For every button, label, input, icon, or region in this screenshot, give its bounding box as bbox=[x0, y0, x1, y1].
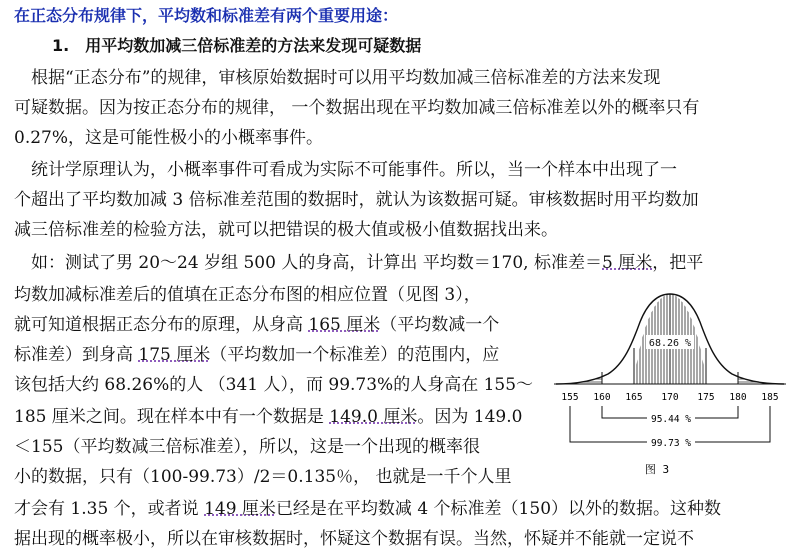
example-line: 小的数据，只有（100-99.73）/2＝0.135％， 也就是一千个人里 bbox=[14, 467, 512, 487]
example-line bbox=[14, 497, 721, 521]
paragraph-line: 个超出了平均数加减 3 倍标准差范围的数据时，就认为该数据可疑。审核数据时用平均数加 bbox=[14, 190, 699, 210]
right-mid-region bbox=[706, 358, 738, 384]
left-mid-region bbox=[602, 358, 634, 384]
sub-heading: 1. 用平均数加减三倍标准差的方法来发现可疑数据 bbox=[52, 36, 422, 55]
figure-caption: 图 3 bbox=[644, 463, 670, 476]
tick-label: 180 bbox=[729, 392, 747, 403]
tick-label: 160 bbox=[593, 392, 611, 403]
paragraph-line: 0.27%，这是可能性极小的小概率事件。 bbox=[14, 128, 324, 148]
center-label: 68.26 % bbox=[648, 338, 692, 349]
tick-label: 155 bbox=[561, 392, 579, 403]
example-text: 已经是在平均数减 4 个标准差（150）以外的数据。这种数 bbox=[275, 499, 722, 519]
normal-curve-diagram bbox=[552, 288, 788, 488]
underlined-value: 175 厘米 bbox=[138, 345, 211, 365]
paragraph-line: 统计学原理认为，小概率事件可看成为实际不可能事件。所以，当一个样本中出现了一 bbox=[14, 160, 677, 180]
range-95-label: 95.44 % bbox=[650, 414, 692, 425]
underlined-value: 149 厘米 bbox=[204, 499, 276, 519]
example-text: ，把平 bbox=[652, 253, 704, 273]
example-line bbox=[14, 405, 522, 429]
paragraph-line: 可疑数据。因为按正态分布的规律， 一个数据出现在平均数加减三倍标准差以外的概率只有 bbox=[14, 98, 700, 118]
example-text: （平均数加一个标准差）的范围内，应 bbox=[210, 345, 500, 365]
example-line bbox=[14, 251, 703, 275]
range-99-label: 99.73 % bbox=[650, 438, 692, 449]
example-text: 就可知道根据正态分布的原理，从身高 bbox=[14, 315, 309, 335]
example-text: 标准差）到身高 bbox=[14, 345, 139, 365]
example-text: 185 厘米之间。现在样本中有一个数据是 bbox=[14, 407, 330, 427]
underlined-value: 149.0 厘米 bbox=[329, 407, 418, 427]
example-line: 该包括大约 68.26%的人 （341 人），而 99.73%的人身高在 155～ bbox=[14, 375, 534, 395]
tick-label: 185 bbox=[761, 392, 779, 403]
example-line bbox=[14, 343, 499, 367]
example-line: 据出现的概率极小，所以在审核数据时，怀疑这个数据有误。当然，怀疑并不能就一定说不 bbox=[14, 529, 694, 549]
example-text: 。因为 149.0 bbox=[417, 407, 523, 427]
tick-label: 165 bbox=[625, 392, 643, 403]
example-line: ＜155（平均数减三倍标准差），所以，这是一个出现的概率很 bbox=[14, 437, 480, 457]
paragraph-line: 根据“正态分布”的规律，审核原始数据时可以用平均数加减三倍标准差的方法来发现 bbox=[14, 68, 661, 88]
example-text: 才会有 1.35 个，或者说 bbox=[14, 499, 205, 519]
example-text: （平均数减一个 bbox=[380, 315, 500, 335]
example-line bbox=[14, 313, 499, 337]
tick-label: 170 bbox=[661, 392, 679, 403]
example-line: 均数加减标准差后的值填在正态分布图的相应位置（见图 3）， bbox=[14, 285, 481, 305]
paragraph-line: 减三倍标准差的检验方法，就可以把错误的极大值或极小值数据找出来。 bbox=[14, 220, 558, 240]
tick-label: 175 bbox=[697, 392, 715, 403]
underlined-value: 5 厘米 bbox=[602, 253, 653, 273]
example-text: 如：测试了男 20～24 岁组 500 人的身高，计算出 平均数＝170, 标准差＝ bbox=[14, 253, 602, 273]
normal-distribution-figure bbox=[552, 288, 788, 488]
underlined-value: 165 厘米 bbox=[308, 315, 381, 335]
section-heading: 在正态分布规律下，平均数和标准差有两个重要用途： bbox=[14, 6, 399, 25]
